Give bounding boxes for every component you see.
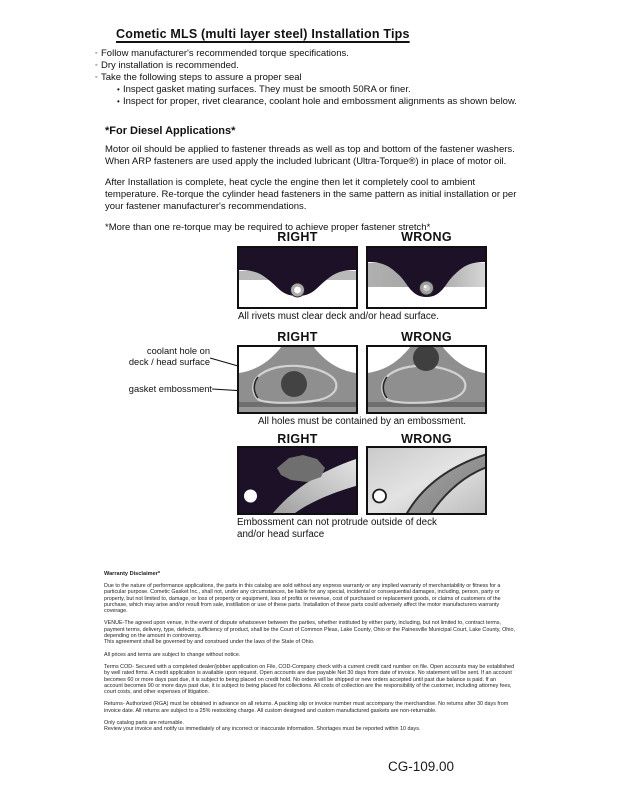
legal-paragraph: All prices and terms are subject to change without notice. bbox=[104, 651, 241, 658]
diesel-paragraph-2: After Installation is complete, heat cycle the engine then let it completely cool to ambient temperature. Re-torque the cylinder head fasteners in the same pattern as initial installation or per your fastener manufacturer's recommendations. bbox=[105, 177, 517, 212]
embossment-right-diagram bbox=[237, 446, 358, 515]
rivet-right-diagram bbox=[237, 246, 358, 309]
coolant-hole-label: coolant hole on deck / head surface bbox=[128, 346, 210, 367]
warranty-disclaimer-section bbox=[104, 571, 516, 733]
right-label: RIGHT bbox=[277, 230, 318, 244]
installation-tips-section bbox=[95, 27, 519, 243]
coolant-right-diagram bbox=[237, 345, 358, 414]
bullet-item bbox=[95, 48, 519, 60]
filled-bullet-icon: • bbox=[117, 97, 120, 106]
sub-bullet-item bbox=[117, 96, 519, 108]
coolant-hole bbox=[413, 345, 439, 371]
row3-panels bbox=[237, 446, 487, 515]
page-code: CG-109.00 bbox=[388, 759, 455, 774]
gasket-embossment-label: gasket embossment bbox=[128, 384, 212, 394]
retorque-note: *More than one re-torque may be required to achieve proper fastener stretch* bbox=[105, 222, 431, 233]
wrong-label: WRONG bbox=[401, 230, 452, 244]
sub-bullet-text: Inspect gasket mating surfaces. They must be smooth 50RA or finer. bbox=[123, 84, 411, 95]
diesel-paragraph-1: Motor oil should be applied to fastener threads as well as top and bottom of the fastener washers. When ARP fasteners are used apply the included lubricant (Ultra-Torque®) in place of motor oil. bbox=[105, 144, 515, 167]
row1-labels bbox=[237, 230, 487, 244]
embossment-wrong-diagram bbox=[366, 446, 487, 515]
bolt-hole bbox=[244, 490, 257, 503]
right-label: RIGHT bbox=[277, 330, 318, 344]
bolt-hole bbox=[373, 490, 386, 503]
legal-heading: Warranty Disclaimer* bbox=[104, 571, 161, 577]
bullet-item bbox=[95, 60, 519, 72]
legal-paragraph: Review your invoice and notify us immediately of any incorrect or inaccurate information. Shortages must be reported within 10 days. bbox=[104, 726, 421, 733]
open-bullet-icon: ◦ bbox=[95, 74, 98, 81]
wrong-label: WRONG bbox=[401, 432, 452, 446]
coolant-wrong-diagram bbox=[366, 345, 487, 414]
legal-paragraph: Only catalog parts are returnable. bbox=[104, 720, 185, 727]
row1-panels bbox=[237, 246, 487, 309]
row3-caption: Embossment can not protrude outside of deck and/or head surface bbox=[237, 517, 437, 540]
bullet-text: Take the following steps to assure a proper seal bbox=[101, 72, 302, 83]
row2-caption: All holes must be contained by an embossment. bbox=[257, 416, 467, 427]
diesel-applications-section bbox=[105, 125, 519, 234]
legal-paragraph: Returns- Authorized (RGA) must be obtained in advance on all returns. A packing slip or invoice number must accompany the merchandise. No returns after 30 days from invoice date. All returns are subject to a 25% restocking charge. All custom designed and custom manufactured gaskets are non-returnable. bbox=[104, 701, 509, 714]
coolant-hole bbox=[281, 371, 307, 397]
row1-caption: All rivets must clear deck and/or head surface. bbox=[238, 311, 439, 322]
row2-labels bbox=[237, 330, 487, 344]
bullet-text: Follow manufacturer's recommended torque specifications. bbox=[101, 48, 349, 59]
bullet-text: Dry installation is recommended. bbox=[101, 60, 239, 71]
legal-paragraph: VENUE-The agreed upon venue, in the event of dispute whatsoever between the parties, whether instituted by either party, including, but not limited to, contract terms, payment terms, delivery, type, defects, sufficiency of product, shall be the Court of Common Pleas, Lake County, Ohio or the Painesville Municipal Court, Lake County, Ohio, depending on the amount in controversy. bbox=[104, 620, 515, 640]
filled-bullet-icon: • bbox=[117, 85, 120, 94]
legal-paragraph: Terms COD- Secured with a completed dealer/jobber application on File, COD-Company check with a current credit card number on file. Open accounts may be established by well rated firms. A credit application is available upon request. Open accounts are due payable Net 30 days from date of invoice. No statement will be sent. If an account becomes 60 or more days past due, it is subject to being placed on credit hold. No orders will be shipped or new orders accepted until past due balance is paid. If an account becomes 90 or more days past due, it is subject to being placed for collections. All costs of collection are the responsibility of the customer, including attorney fees, court costs, and other expenses of litigation. bbox=[104, 663, 515, 696]
page-title: Cometic MLS (multi layer steel) Installation Tips bbox=[116, 27, 410, 41]
sub-bullet-item bbox=[117, 84, 519, 96]
legal-paragraph: Due to the nature of performance applications, the parts in this catalog are sold without any express warranty or any implied warranty of merchantability or fitness for a particular purpose. Cometic Gasket Inc., shall not, under any circumstances, be liable for any special, incidental or consequential damages, including, person, party or property, but not limited to, damage, or loss of property or equipment, loss of profits or revenue, cost of purchased or replacement goods, or claims of customers of the purchase, which may arise and/or result from sale, instillation or use of these parts. Installation of these parts could adversely affect the motor manufacturers warranty coverage. bbox=[104, 583, 501, 615]
wrong-label: WRONG bbox=[401, 330, 452, 344]
diesel-heading: *For Diesel Applications* bbox=[105, 125, 236, 137]
rivet-wrong-diagram bbox=[366, 246, 487, 309]
row2-panels bbox=[237, 345, 487, 414]
legal-paragraph: This agreement shall be governed by and construed under the laws of the State of Ohio. bbox=[104, 639, 315, 646]
right-label: RIGHT bbox=[277, 432, 318, 446]
row3-labels bbox=[237, 432, 487, 446]
bullet-item bbox=[95, 72, 519, 84]
open-bullet-icon: ◦ bbox=[95, 50, 98, 57]
sub-bullet-text: Inspect for proper, rivet clearance, coolant hole and embossment alignments as shown below. bbox=[123, 96, 517, 107]
open-bullet-icon: ◦ bbox=[95, 62, 98, 69]
